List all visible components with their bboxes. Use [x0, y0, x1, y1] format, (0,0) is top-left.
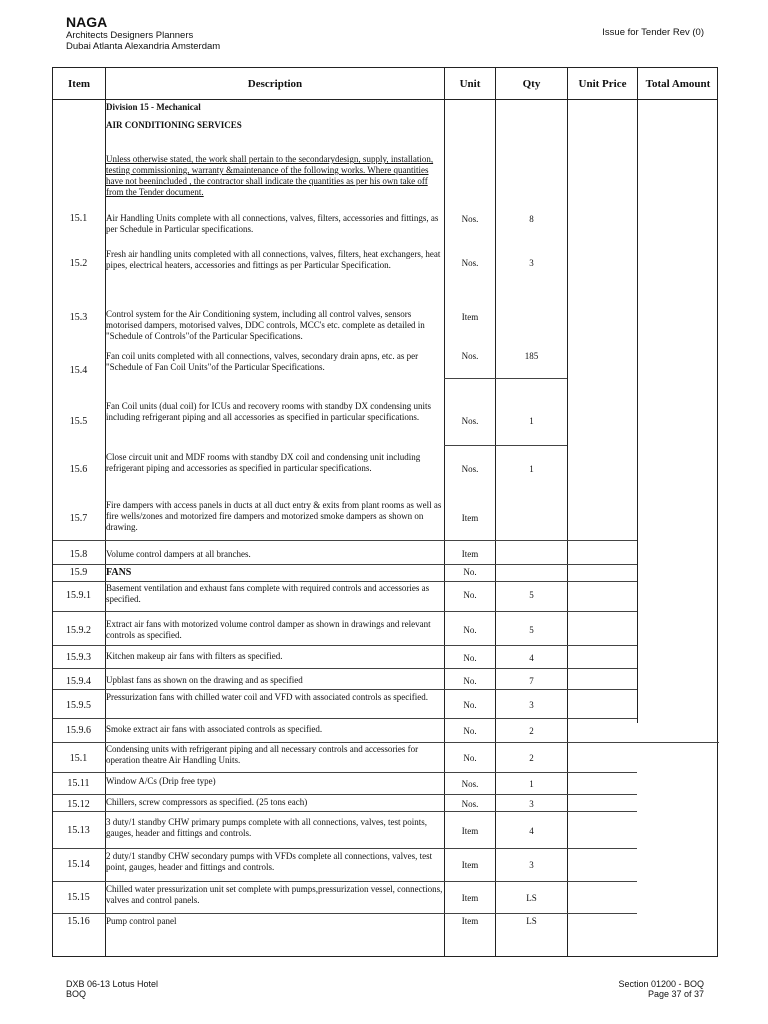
- item-qty: 5: [529, 625, 534, 635]
- header-item: Item: [68, 77, 90, 90]
- item-description: Upblast fans as shown on the drawing and as specified: [106, 675, 303, 685]
- item-unit: Nos.: [461, 799, 479, 809]
- item-number: 15.3: [69, 312, 88, 323]
- item-number: 15.7: [69, 513, 88, 524]
- item-qty: 1: [529, 779, 534, 789]
- row-divider: [53, 718, 637, 719]
- item-unit: Nos.: [461, 779, 479, 789]
- footer-project: DXB 06-13 Lotus Hotel: [66, 979, 159, 989]
- column-divider: [637, 68, 638, 723]
- item-unit: Item: [461, 513, 479, 523]
- item-unit: Nos.: [461, 351, 479, 361]
- table-header: [53, 68, 717, 100]
- item-number: 15.13: [67, 825, 90, 836]
- header-qty: Qty: [522, 77, 541, 90]
- column-divider: [495, 68, 496, 956]
- item-number: 15.4: [69, 365, 88, 376]
- column-divider: [567, 68, 568, 956]
- item-number: 15.1: [69, 753, 88, 764]
- item-qty: 3: [529, 258, 534, 268]
- item-description: Air Handling Units complete with all connections, valves, filters, accessories and fittings, as per Schedule in Particular specifications.: [106, 213, 439, 234]
- item-unit: No.: [463, 590, 477, 600]
- item-qty: 3: [529, 700, 534, 710]
- item-number: 15.9.4: [66, 676, 91, 687]
- item-unit: No.: [463, 753, 477, 763]
- item-description: Chilled water pressurization unit set complete with pumps,pressurization vessel, connections, valves and control panels.: [106, 884, 443, 905]
- item-unit: No.: [463, 676, 477, 686]
- item-description: Pump control panel: [106, 916, 177, 926]
- row-divider: [53, 742, 719, 743]
- item-qty: 5: [529, 590, 534, 600]
- item-description: Fire dampers with access panels in ducts at all duct entry & exits from plant rooms as well as fire wells/zones and motorized fire dampers and motorized smoke dampers as shown on drawing.: [106, 500, 442, 532]
- footer-page-number: Page 37 of 37: [647, 989, 704, 999]
- item-number: 15.6: [69, 464, 88, 475]
- item-qty: 8: [529, 214, 534, 224]
- fans-heading: FANS: [106, 567, 132, 578]
- item-unit: Item: [461, 860, 479, 870]
- item-description: Fan Coil units (dual coil) for ICUs and recovery rooms with standby DX condensing units including refrigerant piping and all accessories as specified in particular specifications.: [106, 401, 431, 422]
- boq-table: [52, 67, 718, 957]
- row-divider: [53, 689, 637, 690]
- item-description: Kitchen makeup air fans with filters as specified.: [106, 651, 283, 661]
- row-divider: [53, 581, 637, 582]
- row-divider: [53, 611, 637, 612]
- column-divider: [444, 68, 445, 956]
- item-number: 15.9.3: [66, 652, 91, 663]
- intro-text: Unless otherwise stated, the work shall pertain to the secondarydesign, supply, installation, testing commissioning, warranty &maintenance of the following works. Where quantities have not beenincluded , the contractor shall indicate the quantities as per his own take off from the Tender document.: [106, 154, 434, 197]
- row-divider: [53, 772, 637, 773]
- item-number: 15.5: [69, 416, 88, 427]
- item-description: Window A/Cs (Drip free type): [106, 776, 216, 786]
- row-divider: [53, 881, 637, 882]
- item-number: 15.2: [69, 258, 88, 269]
- company-locations: Dubai Atlanta Alexandria Amsterdam: [66, 41, 221, 52]
- header-unit-price: Unit Price: [578, 77, 627, 90]
- item-number: 15.8: [69, 549, 88, 560]
- item-number: 15.1: [69, 213, 88, 224]
- item-qty: 3: [529, 799, 534, 809]
- item-unit: Item: [461, 312, 479, 322]
- item-qty: 1: [529, 464, 534, 474]
- company-header: [66, 14, 220, 52]
- row-divider: [53, 564, 637, 565]
- item-qty: LS: [526, 916, 537, 926]
- item-unit: Nos.: [461, 464, 479, 474]
- item-description: Chillers, screw compressors as specified. (25 tons each): [106, 797, 308, 807]
- header-unit: Unit: [459, 77, 481, 90]
- item-description: Pressurization fans with chilled water coil and VFD with associated controls as specified.: [106, 692, 429, 702]
- item-number: 15.9: [69, 567, 88, 578]
- item-unit: No.: [463, 700, 477, 710]
- item-description: Condensing units with refrigerant piping and all necessary controls and accessories for operation theatre Air Handling Units.: [106, 744, 419, 765]
- row-divider: [53, 913, 637, 914]
- item-description: 2 duty/1 standby CHW secondary pumps with VFDs complete all connections, valves, test point, gauges, header and fittings and controls.: [106, 851, 433, 872]
- item-unit: Nos.: [461, 258, 479, 268]
- item-number: 15.11: [67, 778, 90, 789]
- footer-left: [66, 979, 158, 999]
- row-divider: [53, 645, 637, 646]
- item-qty: 4: [529, 653, 534, 663]
- item-description: Basement ventilation and exhaust fans complete with required controls and accessories as specified.: [106, 583, 430, 604]
- row-divider: [444, 378, 567, 379]
- item-description: Fresh air handling units completed with all connections, valves, filters, heat exchangers, heat pipes, electrical heaters, accessories and fittings as per Particular Specification.: [106, 249, 441, 270]
- row-divider: [53, 811, 637, 812]
- company-name: NAGA: [66, 14, 108, 30]
- item-unit: No.: [463, 625, 477, 635]
- row-divider: [53, 668, 637, 669]
- item-qty: 3: [529, 860, 534, 870]
- item-number: 15.9.6: [66, 725, 91, 736]
- item-number: 15.9.2: [66, 625, 91, 636]
- item-number: 15.9.1: [66, 590, 91, 601]
- issue-label: Issue for Tender Rev (0): [602, 27, 704, 38]
- item-qty: 185: [524, 351, 539, 361]
- item-unit: No.: [463, 726, 477, 736]
- item-description: Volume control dampers at all branches.: [106, 549, 251, 559]
- header-description: Description: [247, 77, 303, 90]
- item-description: Smoke extract air fans with associated controls as specified.: [106, 724, 323, 734]
- section-title: AIR CONDITIONING SERVICES: [106, 120, 242, 130]
- item-qty: 7: [529, 676, 534, 686]
- division-title: Division 15 - Mechanical: [106, 102, 201, 112]
- footer-doc: BOQ: [66, 989, 87, 999]
- footer-right: [618, 979, 704, 999]
- item-qty: LS: [526, 893, 537, 903]
- item-description: Extract air fans with motorized volume control damper as shown in drawings and relevant controls as specified.: [106, 619, 431, 640]
- item-number: 15.16: [67, 916, 90, 927]
- footer-section: Section 01200 - BOQ: [618, 979, 704, 989]
- item-unit: Item: [461, 916, 479, 926]
- item-description: 3 duty/1 standby CHW primary pumps complete with all connections, valves, test points, gauges, header and fittings and controls.: [106, 817, 428, 838]
- item-unit: Nos.: [461, 416, 479, 426]
- item-unit: Item: [461, 826, 479, 836]
- header-total-amount: Total Amount: [645, 77, 711, 90]
- row-divider: [53, 848, 637, 849]
- item-unit: Nos.: [461, 214, 479, 224]
- item-number: 15.14: [67, 859, 90, 870]
- item-qty: 2: [529, 753, 534, 763]
- row-divider: [53, 540, 637, 541]
- company-subtitle: Architects Designers Planners: [66, 30, 194, 41]
- item-number: 15.12: [67, 799, 90, 810]
- item-qty: 2: [529, 726, 534, 736]
- item-description: Fan coil units completed with all connections, valves, secondary drain apns, etc. as per "Schedule of Fan Coil Units"of the Particular Specifications.: [106, 351, 419, 372]
- item-number: 15.9.5: [66, 700, 91, 711]
- item-unit: No.: [463, 653, 477, 663]
- item-unit: No.: [463, 567, 477, 577]
- item-unit: Item: [461, 549, 479, 559]
- row-divider: [444, 445, 567, 446]
- item-description: Control system for the Air Conditioning system, including all control valves, sensors motorised dampers, motorised valves, DDC controls, MCC's etc. complete as detailed in "Schedule of Controls"of the Particular Specifications.: [106, 309, 425, 341]
- item-description: Close circuit unit and MDF rooms with standby DX coil and condensing unit including refrigerant piping and accessories as specified in particular specifications.: [106, 452, 421, 473]
- item-qty: 4: [529, 826, 534, 836]
- item-qty: 1: [529, 416, 534, 426]
- item-unit: Item: [461, 893, 479, 903]
- item-number: 15.15: [67, 892, 90, 903]
- row-divider: [53, 794, 637, 795]
